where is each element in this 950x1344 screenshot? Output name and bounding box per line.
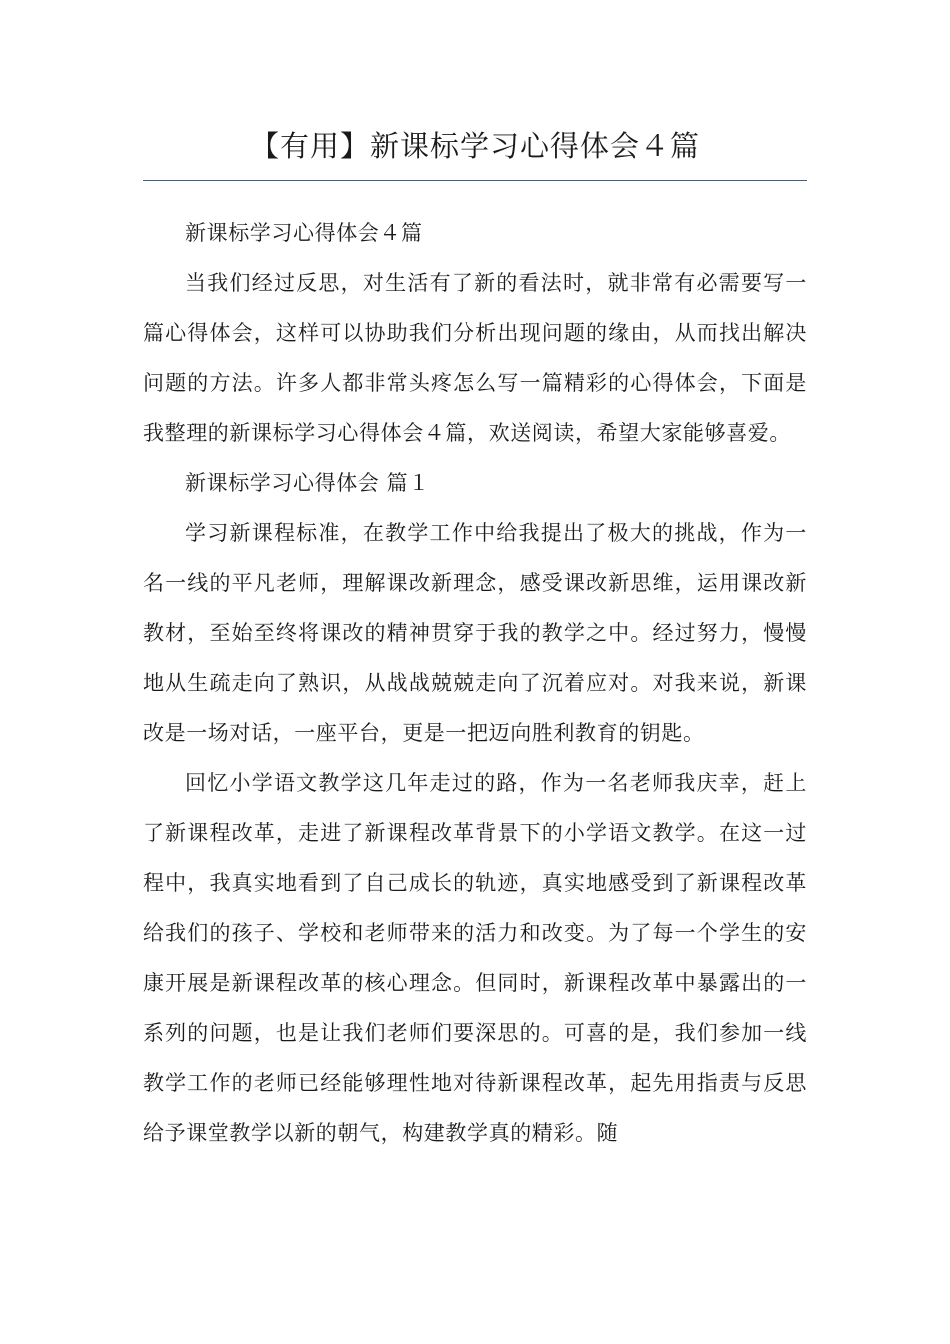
paragraph-body-1: 学习新课程标准，在教学工作中给我提出了极大的挑战，作为一名一线的平凡老师，理解课改新理念，感受课改新思维，运用课改新教材，至始至终将课改的精神贯穿于我的教学之中。经过努力，慢慢地从生疏走向了熟识，从战战兢兢走向了沉着应对。对我来说，新课改是一场对话，一座平台，更是一把迈向胜利教育的钥匙。 xyxy=(143,521,807,745)
document-title: 【有用】新课标学习心得体会４篇 xyxy=(249,129,700,163)
paragraph-section-heading: 新课标学习心得体会 篇１ xyxy=(185,471,430,495)
title-underline xyxy=(143,180,807,181)
document-body xyxy=(143,208,807,1158)
paragraph-subtitle: 新课标学习心得体会４篇 xyxy=(185,221,423,245)
paragraph-intro: 当我们经过反思，对生活有了新的看法时，就非常有必需要写一篇心得体会，这样可以协助我们分析出现问题的缘由，从而找出解决问题的方法。许多人都非常头疼怎么写一篇精彩的心得体会，下面是我整理的新课标学习心得体会４篇，欢送阅读，希望大家能够喜爱。 xyxy=(143,271,807,445)
paragraph-body-2: 回忆小学语文教学这几年走过的路，作为一名老师我庆幸，赶上了新课程改革，走进了新课程改革背景下的小学语文教学。在这一过程中，我真实地看到了自己成长的轨迹，真实地感受到了新课程改革给我们的孩子、学校和老师带来的活力和改变。为了每一个学生的安康开展是新课程改革的核心理念。但同时，新课程改革中暴露出的一系列的问题，也是让我们老师们要深思的。可喜的是，我们参加一线教学工作的老师已经能够理性地对待新课程改革，起先用指责与反思给予课堂教学以新的朝气，构建教学真的精彩。随 xyxy=(143,771,807,1145)
